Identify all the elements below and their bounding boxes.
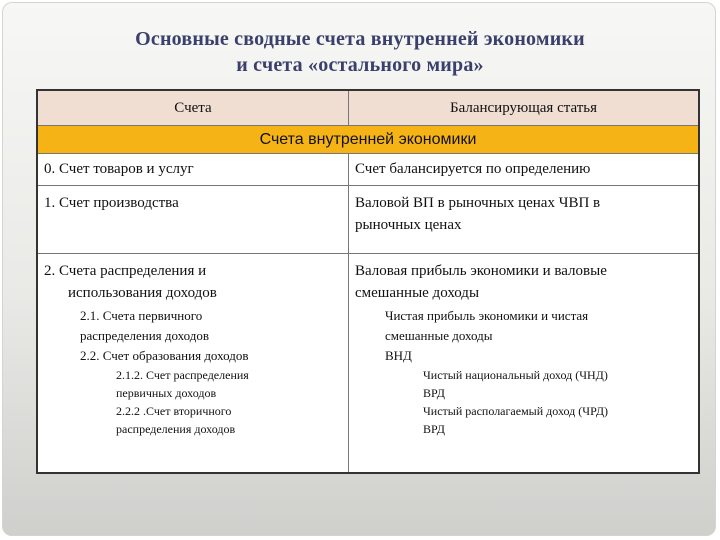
- row-2-balance-line-1: Валовая прибыль экономики и валовые: [355, 263, 607, 279]
- row-2-balance-ndi: Чистый располагаемый доход (ЧРД): [423, 404, 609, 418]
- row-1-balance-line-2: рыночных ценах: [355, 217, 462, 233]
- table-row-2-account: [38, 254, 349, 472]
- page-title: [0, 26, 720, 78]
- row-2-account-line-1: 2. Счета распределения и: [44, 263, 207, 279]
- accounts-table: [36, 89, 700, 474]
- row-2-sub-2-1-2-line-1: 2.1.2. Счет распределения: [116, 368, 249, 382]
- title-line-1: Основные сводные счета внутренней экономики: [135, 28, 585, 50]
- row-2-balance-line-2: смешанные доходы: [355, 285, 480, 301]
- title-line-2: и счета «остального мира»: [236, 54, 484, 76]
- section-domestic-economy: Счета внутренней экономики: [38, 126, 698, 154]
- row-2-balance-gdi-1: ВРД: [423, 386, 445, 400]
- row-2-balance-sub-1-line-1: Чистая прибыль экономики и чистая: [385, 308, 589, 323]
- table-header-accounts: Счета: [38, 91, 349, 126]
- table-row-2-balance: [349, 254, 698, 472]
- row-2-balance-gni: ВНД: [385, 348, 412, 363]
- row-2-sub-2-1-line-2: распределения доходов: [80, 328, 210, 343]
- row-2-balance-sub-1-line-2: смешанные доходы: [385, 328, 493, 343]
- row-2-sub-2-1-line-1: 2.1. Счета первичного: [80, 308, 203, 323]
- row-2-balance-gdi-2: ВРД: [423, 422, 445, 436]
- row-2-account-line-2: использования доходов: [68, 285, 217, 301]
- row-2-sub-2-1-2-line-2: первичных доходов: [116, 386, 217, 400]
- row-2-sub-2-2: 2.2. Счет образования доходов: [80, 348, 249, 363]
- row-2-sub-2-2-2-line-1: 2.2.2 .Счет вторичного: [116, 404, 232, 418]
- table-row-0-account: 0. Счет товаров и услуг: [38, 154, 349, 186]
- table-row-0-balance: Счет балансируется по определению: [349, 154, 698, 186]
- table-row-1-account: 1. Счет производства: [38, 186, 349, 254]
- row-2-balance-nni: Чистый национальный доход (ЧНД): [423, 368, 608, 382]
- row-2-sub-2-2-2-line-2: распределения доходов: [116, 422, 236, 436]
- row-1-balance-line-1: Валовой ВП в рыночных ценах ЧВП в: [355, 195, 601, 211]
- table-header-balancing-item: Балансирующая статья: [349, 91, 698, 126]
- table-row-1-balance: [349, 186, 698, 254]
